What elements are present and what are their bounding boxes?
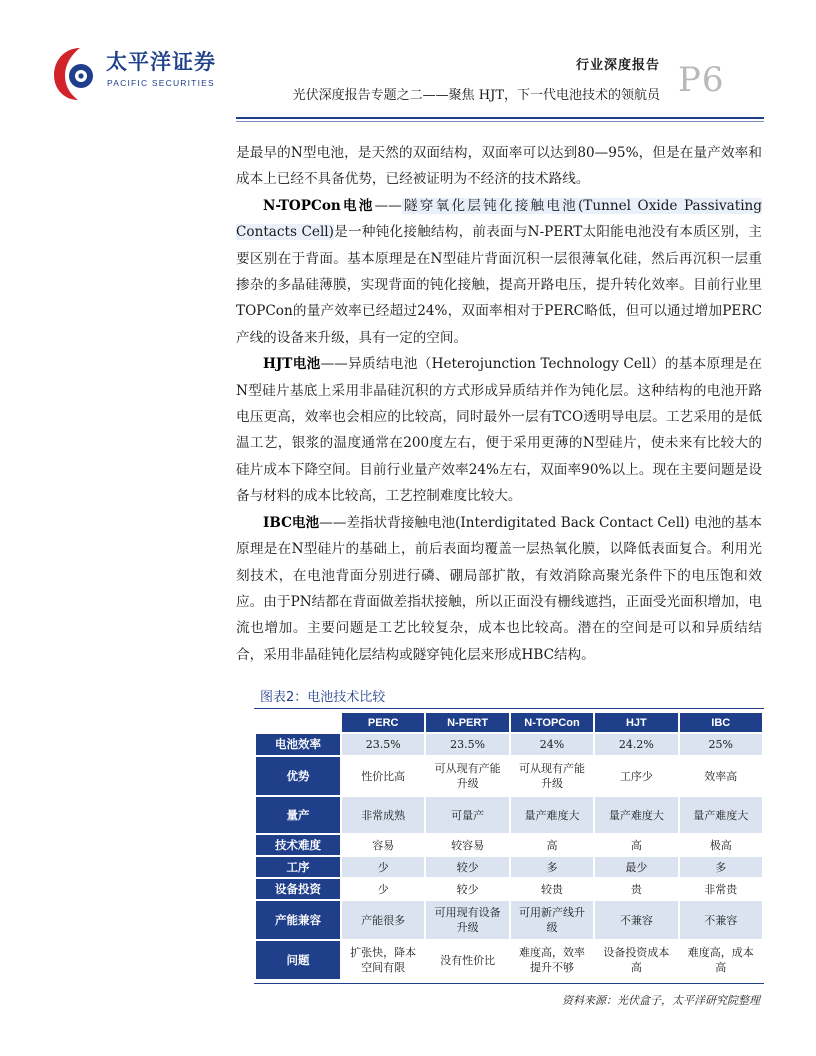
paragraph-topcon [236, 193, 762, 351]
table-cell: 较少 [426, 857, 508, 877]
table-cell: 效率高 [680, 757, 762, 795]
table-cell: 少 [342, 857, 424, 877]
ibc-text: ——差指状背接触电池(Interdigitated Back Contact Cell) 电池的基本原理是在N型硅片的基础上，前后表面均覆盖一层热氧化膜，以降低表面复合。利用光刻技术，在电池背面分别进行磷、硼局部扩散，有效消除高聚光条件下的电压饱和效应。由于PN结都在背面做差指状接触，所以正面没有栅线遮挡，正面受光面积增加，电流也增加。主要问题是工艺比较复杂，成本也比较高。潜在的空间是可以和异质结结合，采用非晶硅钝化层结构或隧穿钝化层来形成HBC结构。 [236, 514, 763, 663]
row-header: 量产 [256, 797, 340, 833]
row-header: 电池效率 [256, 734, 340, 755]
table-cell: 25% [680, 734, 762, 755]
table-row [256, 857, 762, 877]
table-cell: 不兼容 [680, 901, 762, 939]
table-cell: 24% [511, 734, 593, 755]
column-header: IBC [680, 713, 762, 732]
paragraph-hjt [236, 351, 762, 509]
table-cell: 少 [342, 879, 424, 899]
table-cell: 难度高，效率提升不够 [511, 941, 593, 979]
row-header: 工序 [256, 857, 340, 877]
table-cell: 可从现有产能升级 [511, 757, 593, 795]
table-cell: 23.5% [342, 734, 424, 755]
table-cell: 设备投资成本高 [595, 941, 677, 979]
row-header: 设备投资 [256, 879, 340, 899]
table-cell: 扩张快，降本空间有限 [342, 941, 424, 979]
table-cell: 24.2% [595, 734, 677, 755]
table-cell: 高 [511, 835, 593, 855]
table-title: 图表2：电池技术比较 [254, 688, 764, 709]
table-cell: 量产难度大 [680, 797, 762, 833]
table-cell: 非常贵 [680, 879, 762, 899]
column-header: N-PERT [426, 713, 508, 732]
term-hjt: HJT电池 [263, 356, 321, 373]
logo-english-name: PACIFIC SECURITIES [107, 78, 215, 88]
table-cell: 较贵 [511, 879, 593, 899]
table-cell: 没有性价比 [426, 941, 508, 979]
logo-mark-icon [50, 44, 102, 104]
column-header: N-TOPCon [511, 713, 593, 732]
table-cell: 高 [595, 835, 677, 855]
paragraph-ibc [236, 510, 762, 668]
table-corner [256, 713, 340, 732]
hjt-text: ——异质结电池（Heterojunction Technology Cell）的基本原理是在N型硅片基底上采用非晶硅沉积的方式形成异质结并作为钝化层。这种结构的电池开路电压更高，效率也会相应的比较高，同时最外一层有TCO透明导电层。工艺采用的是低温工艺，银浆的温度通常在200度左右，便于采用更薄的N型硅片，使未来有比较大的硅片成本下降空间。目前行业量产效率24%左右，双面率90%以上。现在主要问题是设备与材料的成本比较高，工艺控制难度比较大。 [236, 356, 762, 505]
table-cell: 量产难度大 [595, 797, 677, 833]
table-row [256, 879, 762, 899]
page-number: P6 [678, 60, 725, 100]
cell-technology-comparison-table [254, 711, 764, 981]
table-bottom-rule [254, 983, 764, 984]
row-header: 技术难度 [256, 835, 340, 855]
table-cell: 较少 [426, 879, 508, 899]
table-cell: 非常成熟 [342, 797, 424, 833]
comparison-table-block [254, 688, 764, 984]
topcon-dash: —— [374, 197, 402, 214]
table-cell: 多 [680, 857, 762, 877]
table-cell: 极高 [680, 835, 762, 855]
table-cell: 不兼容 [595, 901, 677, 939]
table-row [256, 835, 762, 855]
table-row [256, 901, 762, 939]
table-cell: 容易 [342, 835, 424, 855]
table-row [256, 941, 762, 979]
table-cell: 多 [511, 857, 593, 877]
table-cell: 可用新产线升级 [511, 901, 593, 939]
table-cell: 23.5% [426, 734, 508, 755]
report-type: 行业深度报告 [575, 58, 660, 73]
term-ibc: IBC电池 [263, 514, 320, 531]
topcon-text: 是一种钝化接触结构，前表面与N-PERT太阳能电池没有本质区别，主要区别在于背面。基本原理是在N型硅片背面沉积一层很薄氧化硅，然后再沉积一层重掺杂的多晶硅薄膜，实现背面的钝化接触，提高开路电压，提升转化效率。目前行业里TOPCon的量产效率已经超过24%，双面率相对于PERC略低，但可以通过增加PERC产线的设备来升级，具有一定的空间。 [236, 224, 762, 346]
table-header-row [256, 713, 762, 732]
table-cell: 贵 [595, 879, 677, 899]
logo-chinese-name: 太平洋证券 [106, 50, 216, 74]
row-header: 问题 [256, 941, 340, 979]
company-logo [50, 44, 220, 104]
table-cell: 工序少 [595, 757, 677, 795]
source-note: 资料来源：光伏盒子，太平洋研究院整理 [562, 994, 760, 1007]
table-cell: 性价比高 [342, 757, 424, 795]
row-header: 产能兼容 [256, 901, 340, 939]
table-cell: 量产难度大 [511, 797, 593, 833]
table-cell: 最少 [595, 857, 677, 877]
table-cell: 可用现有设备升级 [426, 901, 508, 939]
report-subtitle: 光伏深度报告专题之二——聚焦 HJT，下一代电池技术的领航员 [292, 88, 660, 103]
topcon-fullname: 隧穿氧化层钝化接触电池(Tunnel Oxide Passivating Contacts Cell) [236, 197, 762, 241]
table-cell: 可量产 [426, 797, 508, 833]
column-header: PERC [342, 713, 424, 732]
table-row [256, 734, 762, 755]
table-cell: 产能很多 [342, 901, 424, 939]
term-topcon: N-TOPCon电池 [263, 197, 375, 214]
table-cell: 可从现有产能升级 [426, 757, 508, 795]
header-divider-thin [236, 121, 764, 122]
column-header: HJT [595, 713, 677, 732]
table-cell: 难度高，成本高 [680, 941, 762, 979]
table-row [256, 757, 762, 795]
article-body [236, 140, 762, 668]
table-row [256, 797, 762, 833]
paragraph-npert-end: 是最早的N型电池，是天然的双面结构，双面率可以达到80—95%，但是在量产效率和成本上已经不具备优势，已经被证明为不经济的技术路线。 [236, 145, 762, 188]
header-divider [236, 117, 764, 119]
row-header: 优势 [256, 757, 340, 795]
table-cell: 较容易 [426, 835, 508, 855]
